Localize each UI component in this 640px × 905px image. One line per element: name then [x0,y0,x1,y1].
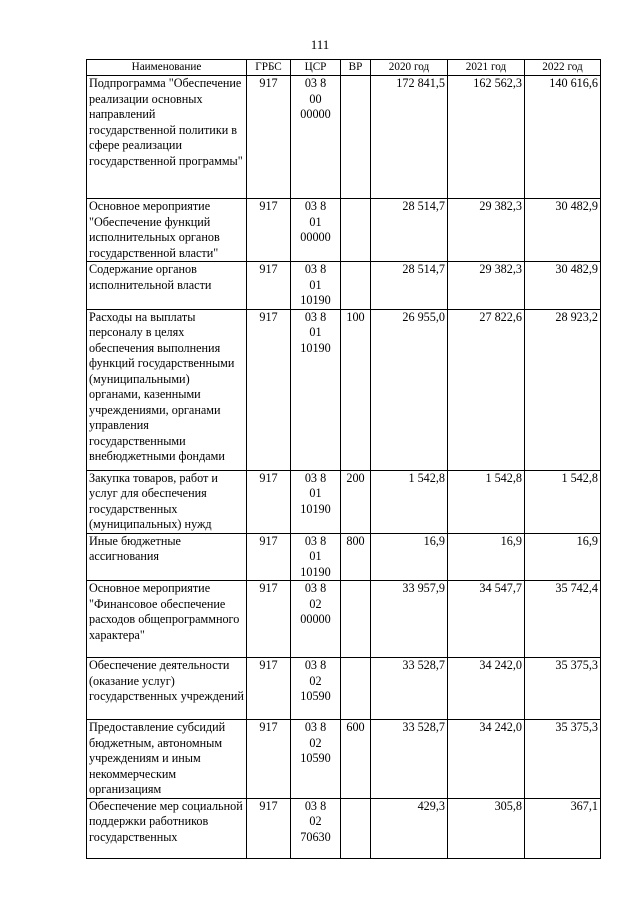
row-name: Обеспечение мер социальной поддержки работников государственных [87,798,247,858]
row-grbs: 917 [247,309,291,470]
csr-part: 10590 [300,689,331,703]
row-2020: 28 514,7 [371,262,448,310]
row-2021: 1 542,8 [448,470,525,533]
csr-part: 01 [309,277,322,292]
row-vr: 200 [341,470,371,533]
csr-part: 03 8 [304,470,327,485]
row-grbs: 917 [247,262,291,310]
row-2020: 429,3 [371,798,448,858]
header-2020: 2020 год [371,60,448,76]
row-2022: 140 616,6 [525,76,601,199]
header-2022: 2022 год [525,60,601,76]
table-row [87,581,601,658]
row-2021: 34 242,0 [448,720,525,799]
row-vr: 600 [341,720,371,799]
csr-part: 02 [309,596,322,611]
row-vr [341,199,371,262]
table-row [87,76,601,199]
row-vr [341,581,371,658]
csr-part: 03 8 [304,262,327,276]
row-vr [341,76,371,199]
header-csr: ЦСР [291,60,341,76]
row-name: Иные бюджетные ассигнования [87,533,247,581]
csr-part: 02 [309,673,322,688]
row-name: Расходы на выплаты персоналу в целях обеспечения выполнения функций государственными (муниципальными) органами, казенными учреждениями, органами управления государственными внебюджетными фондами [87,309,247,470]
row-vr [341,658,371,720]
budget-table [86,59,601,859]
row-vr [341,262,371,310]
row-grbs: 917 [247,798,291,858]
csr-part: 03 8 [304,533,327,548]
csr-part: 03 8 [304,581,327,595]
header-grbs: ГРБС [247,60,291,76]
row-grbs: 917 [247,199,291,262]
row-2022: 28 923,2 [525,309,601,470]
csr-part: 00 [309,91,322,106]
table-row [87,658,601,720]
table-row [87,798,601,858]
csr-part: 01 [309,325,322,339]
table-row [87,533,601,581]
row-name: Содержание органов исполнительной власти [87,262,247,310]
row-name: Обеспечение деятельности (оказание услуг) государственных учреждений [87,658,247,720]
header-name: Наименование [87,60,247,76]
row-2020: 28 514,7 [371,199,448,262]
row-name: Подпрограмма "Обеспечение реализации основных направлений государственной политики в сфере реализации государственной программы" [87,76,247,199]
row-2020: 26 955,0 [371,309,448,470]
row-2022: 35 375,3 [525,720,601,799]
page-number: 111 [310,37,330,52]
csr-part: 00000 [300,107,331,121]
row-2022: 30 482,9 [525,262,601,310]
row-name: Предоставление субсидий бюджетным, автономным учреждениям и иным некоммерческим организациям [87,720,247,799]
row-2021: 29 382,3 [448,199,525,262]
row-grbs: 917 [247,76,291,199]
row-csr [291,309,341,470]
table-row [87,309,601,470]
row-2020: 1 542,8 [371,470,448,533]
header-vr: ВР [341,60,371,76]
csr-part: 10190 [300,501,331,516]
row-2022: 367,1 [525,798,601,858]
csr-part: 03 8 [304,720,327,734]
csr-part: 00000 [300,230,331,244]
table-header-row [87,60,601,76]
row-vr: 100 [341,309,371,470]
row-2020: 33 957,9 [371,581,448,658]
csr-part: 02 [309,814,322,828]
csr-part: 01 [309,214,322,229]
table-row [87,470,601,533]
row-vr [341,798,371,858]
row-2020: 33 528,7 [371,720,448,799]
row-csr [291,798,341,858]
row-2022: 35 742,4 [525,581,601,658]
row-csr [291,76,341,199]
row-2021: 305,8 [448,798,525,858]
row-2022: 16,9 [525,533,601,581]
csr-part: 10590 [300,751,331,765]
row-2021: 16,9 [448,533,525,581]
row-csr [291,199,341,262]
row-csr [291,658,341,720]
row-2022: 35 375,3 [525,658,601,720]
row-2020: 33 528,7 [371,658,448,720]
row-2021: 27 822,6 [448,309,525,470]
row-grbs: 917 [247,581,291,658]
csr-part: 03 8 [304,798,327,813]
csr-part: 03 8 [304,199,327,213]
csr-part: 03 8 [304,309,327,324]
csr-part: 01 [309,549,322,563]
table-row [87,199,601,262]
row-grbs: 917 [247,720,291,799]
row-csr [291,262,341,310]
csr-part: 10190 [300,293,331,307]
row-grbs: 917 [247,533,291,581]
row-2021: 34 547,7 [448,581,525,658]
row-grbs: 917 [247,658,291,720]
row-csr [291,470,341,533]
row-2020: 16,9 [371,533,448,581]
row-2021: 29 382,3 [448,262,525,310]
csr-part: 10190 [300,340,331,355]
row-2021: 162 562,3 [448,76,525,199]
row-name: Основное мероприятие "Финансовое обеспечение расходов общепрограммного характера" [87,581,247,658]
csr-part: 00000 [300,612,331,626]
row-name: Основное мероприятие "Обеспечение функций исполнительных органов государственной власти" [87,199,247,262]
row-csr [291,720,341,799]
csr-part: 01 [309,486,322,500]
csr-part: 02 [309,735,322,750]
csr-part: 03 8 [304,76,327,90]
row-csr [291,533,341,581]
row-2022: 1 542,8 [525,470,601,533]
header-2021: 2021 год [448,60,525,76]
row-name: Закупка товаров, работ и услуг для обеспечения государственных (муниципальных) нужд [87,470,247,533]
table-row [87,720,601,799]
csr-part: 10190 [300,564,331,579]
row-grbs: 917 [247,470,291,533]
csr-part: 03 8 [304,658,327,672]
row-2022: 30 482,9 [525,199,601,262]
row-2020: 172 841,5 [371,76,448,199]
row-vr: 800 [341,533,371,581]
row-csr [291,581,341,658]
table-row [87,262,601,310]
csr-part: 70630 [300,829,331,844]
row-2021: 34 242,0 [448,658,525,720]
